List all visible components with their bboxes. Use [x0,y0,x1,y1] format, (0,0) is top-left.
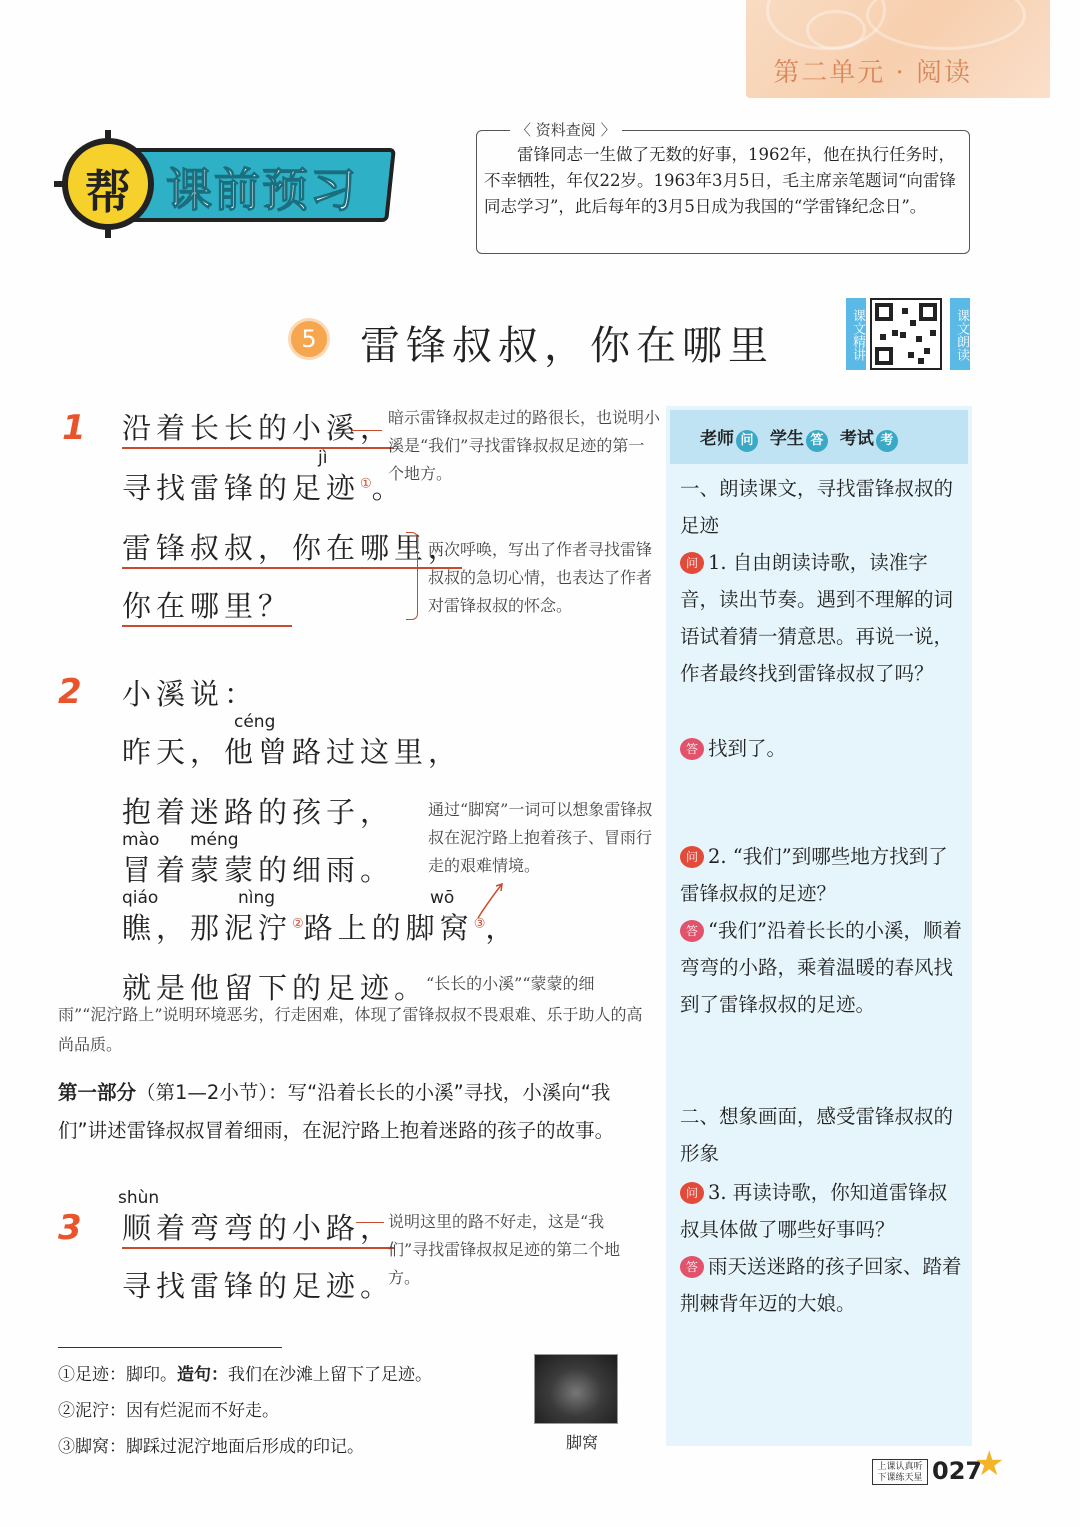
pinyin-ji: jì [318,448,328,468]
footnote-ref-1[interactable]: ① [360,476,372,492]
qa-part1-title: 一、朗读课文，寻找雷锋叔叔的足迹 [680,477,954,537]
pinyin-mao: mào [122,830,160,850]
qa-q2-text: 2. “我们”到哪些地方找到了雷锋叔叔的足迹？ [680,845,948,905]
footer-logo-line2: 下课练天星 [877,1473,923,1483]
poem-s3-line1-text: 顺着弯弯的小路， [122,1211,394,1249]
summary-text: （第1—2小节）：写“沿着长长的小溪”寻找，小溪向“我们”讲述雷锋叔叔冒着细雨，在泥泞路上抱着迷路的孩子的故事。 [58,1081,615,1142]
pinyin-shun: shùn [118,1188,160,1208]
reference-title: 〈 资料查阅 〉 [510,119,622,140]
section-3-number: 3 [58,1208,82,1248]
poem-s2-line2: 昨天，他曾路过这里， [122,735,463,769]
pinyin-ning: nìng [238,888,276,908]
qr-code-icon[interactable] [870,298,942,370]
qa-head-teacher: 老师 [700,429,734,449]
annotation-4-b: 雨”“泥泞路上”说明环境恶劣，行走困难，体现了雷锋叔叔不畏艰难、乐于助人的高尚品质。 [58,1005,643,1054]
exam-icon: 考 [876,430,898,452]
ask-icon: 问 [736,430,758,452]
annotation-2-brace [406,532,418,620]
pinyin-meng: méng [190,830,239,850]
footnote-1 [58,1360,432,1385]
footer-logo-line1: 上课认真听 [877,1462,923,1472]
summary-bold: 第一部分 [58,1081,137,1104]
reference-title-text: 资料查阅 [535,121,596,139]
qa-a1 [680,730,962,767]
qa-header-text [700,424,904,452]
question-icon: 问 [680,846,704,868]
footnote-1-example: 我们在沙滩上留下了足迹。 [228,1365,432,1385]
preview-title: 课前预习 [166,163,358,217]
poem-s2-line6: 就是他留下的足迹。 [122,971,429,1005]
qa-q1 [680,544,962,692]
photo-caption: 脚窝 [566,1433,599,1452]
annotation-1-arrow [352,430,382,431]
poem-s3-line2: 寻找雷锋的足迹。 [122,1269,395,1303]
pinyin-ceng: céng [234,712,276,732]
star-icon: ★ [974,1444,1005,1484]
qa-part2-title: 二、想象画面，感受雷锋叔叔的形象 [680,1105,954,1165]
footnote-rule [58,1347,282,1348]
poem-s1-line1-text: 沿着长长的小溪， [122,411,394,449]
section-2-number: 2 [58,672,82,712]
unit-label: 第二单元 · 阅读 [773,58,972,88]
qr-left-label: 课文精讲 [846,298,866,370]
footnote-ref-3[interactable]: ③ [473,916,486,932]
poem-s3-line1 [122,1206,394,1247]
answer-icon: 答 [806,430,828,452]
unit-tab [746,0,1050,98]
poem-s1-line2 [122,466,406,507]
qa-a1-text: 找到了。 [708,737,787,760]
qr-block[interactable] [846,298,970,370]
qa-a3-text: 雨天送迷路的孩子回家、踏着荆棘背年迈的大娘。 [680,1255,962,1315]
qa-head-student: 学生 [769,429,804,449]
annotation-1: 暗示雷锋叔叔走过的路很长，也说明小溪是“我们”寻找雷锋叔叔足迹的第一个地方。 [388,408,661,483]
poem-s2-line5-a: 瞧，那泥泞 [122,911,293,945]
poem-s1-line4 [122,584,292,625]
answer-icon: 答 [680,738,704,760]
section-1-number: 1 [62,408,86,448]
qr-right-label: 课文朗读 [950,298,970,370]
lesson-title: 雷锋叔叔，你在哪里 [360,323,774,369]
footnote-1-text: ①足迹：脚印。 [58,1365,177,1385]
qa-q3 [680,1174,962,1248]
annotation-2: 两次呼唤，写出了作者寻找雷锋叔叔的急切心情，也表达了作者对雷锋叔叔的怀念。 [428,540,653,615]
qa-q3-text: 3. 再读诗歌，你知道雷锋叔叔具体做了哪些好事吗？ [680,1181,948,1241]
poem-s2-line1: 小溪说： [122,677,259,711]
qa-q2 [680,838,962,912]
footnote-1-label: 造句： [177,1365,228,1385]
pinyin-wo: wō [430,888,455,908]
badge-char: 帮 [85,165,131,219]
qa-q1-text: 1. 自由朗读诗歌，读准字音，读出节奏。遇到不理解的词语试着猜一猜意思。再说一说，作者最终找到雷锋叔叔了吗？ [680,551,954,685]
pinyin-qiao: qiáo [122,888,159,908]
poem-s1-line4-text: 你在哪里？ [122,589,292,627]
annotation-3-arrow [474,878,508,922]
qa-head-exam: 考试 [839,429,874,449]
poem-s2-line5 [122,906,519,947]
qa-a2-text: “我们”沿着长长的小溪，顺着弯弯的小路，乘着温暖的春风找到了雷锋叔叔的足迹。 [680,919,962,1016]
reference-text: 雷锋同志一生做了无数的好事，1962年，他在执行任务时，不幸牺牲，年仅22岁。1963年3月5日，毛主席亲笔题词“向雷锋同志学习”，此后每年的3月5日成为我国的“学雷锋纪念日”。 [484,145,956,216]
poem-s1-line2-text: 寻找雷锋的足迹 [122,471,361,505]
footnote-3: ③脚窝：脚踩过泥泞地面后形成的印记。 [58,1437,364,1457]
lesson-number: 5 [288,318,330,360]
qa-a3 [680,1248,962,1322]
page-number: 027 [932,1457,983,1485]
annotation-5-arrow [356,1222,384,1223]
poem-s2-line3: 抱着迷路的孩子， [122,795,395,829]
poem-s1-line1 [122,406,394,447]
qa-a2 [680,912,962,1023]
help-badge [62,138,154,230]
annotation-3: 通过“脚窝”一词可以想象雷锋叔叔在泥泞路上抱着孩子、冒雨行走的艰难情境。 [428,800,653,875]
footer-logo [872,1459,928,1485]
annotation-4-a: “长长的小溪”“蒙蒙的细 [426,974,595,993]
question-icon: 问 [680,1182,704,1204]
answer-icon: 答 [680,920,704,942]
poem-s1-line2-end: 。 [371,471,406,505]
footprint-photo [534,1354,618,1424]
poem-s2-line5-c: ， [485,911,520,945]
footnote-ref-2[interactable]: ② [292,916,304,932]
poem-s1-line3-text: 雷锋叔叔，你在哪里， [122,531,462,569]
annotation-5: 说明这里的路不好走，这是“我们”寻找雷锋叔叔足迹的第二个地方。 [388,1212,621,1287]
question-icon: 问 [680,552,704,574]
poem-s2-line4: 冒着蒙蒙的细雨。 [122,853,395,887]
poem-s2-line5-b: 路上的脚窝 [303,911,474,945]
part-summary [58,1074,648,1150]
footnote-2: ②泥泞：因有烂泥而不好走。 [58,1401,279,1421]
answer-icon: 答 [680,1256,704,1278]
